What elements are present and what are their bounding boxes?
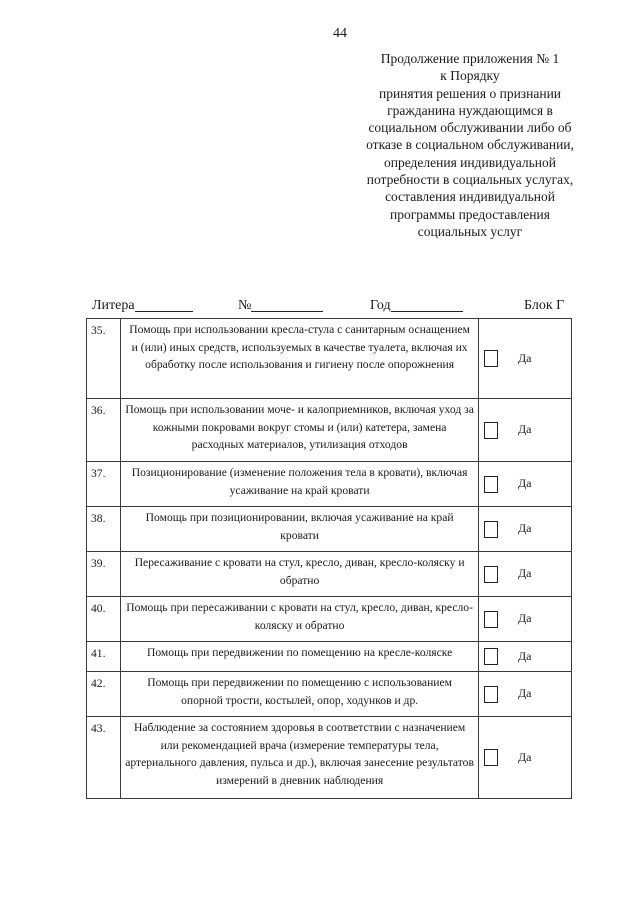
checkbox[interactable] [484,350,498,367]
year-label: Год [370,298,391,313]
answer-cell [479,319,572,399]
number-label: № [238,298,252,313]
answer-cell [479,597,572,642]
row-number: 42. [87,672,121,717]
appendix-line: составления индивидуальной [385,189,555,205]
service-description: Помощь при использовании моче- и калоприемников, включая уход за кожными покровами вокруг стомы и (или) катетера, замена расходных материалов, утилизация отходов [121,399,479,462]
appendix-line: социальных услуг [417,223,523,239]
answer-option [480,749,570,767]
year-blank[interactable] [391,298,463,312]
answer-cell [479,717,572,799]
table-row [87,597,572,642]
answer-option [480,565,570,583]
answer-cell [479,672,572,717]
table-row [87,717,572,799]
appendix-line: к Порядку [440,68,500,84]
appendix-line: Продолжение приложения № 1 [380,51,560,66]
answer-option [480,475,570,493]
yes-label: Да [518,686,532,701]
service-description: Помощь при передвижении по помещению на кресле-коляске [121,642,479,672]
row-number: 43. [87,717,121,799]
table-row [87,399,572,462]
row-number: 40. [87,597,121,642]
answer-option [480,685,570,703]
answer-option [480,520,570,538]
answer-cell [479,462,572,507]
litera-field[interactable] [92,298,135,314]
page-number: 44 [333,26,347,41]
checkbox[interactable] [484,686,498,703]
yes-label: Да [518,648,532,663]
yes-label: Да [518,476,532,491]
litera-blank[interactable] [135,298,193,312]
services-table [86,318,572,799]
answer-cell [479,507,572,552]
yes-label: Да [518,422,532,437]
year-field[interactable] [370,298,391,314]
row-number: 37. [87,462,121,507]
checkbox[interactable] [484,566,498,583]
answer-cell [479,399,572,462]
appendix-line: социальном обслуживании либо об [368,120,572,136]
service-description: Наблюдение за состоянием здоровья в соответствии с назначением или рекомендацией врача (измерение температуры тела, артериального давления, пульса и др.), включая занесение результатов измерений в дневник наблюдения [121,717,479,799]
service-description: Помощь при использовании кресла-стула с санитарным оснащением и (или) иных средств, используемых в качестве туалета, включая их обработку после использования и гигиену после опорожнения [121,319,479,399]
answer-option [480,610,570,628]
table-row [87,462,572,507]
appendix-heading [330,50,610,240]
row-number: 39. [87,552,121,597]
form-header [92,298,570,316]
checkbox[interactable] [484,521,498,538]
checkbox[interactable] [484,749,498,766]
litera-label: Литера [92,298,135,313]
checkbox[interactable] [484,476,498,493]
yes-label: Да [518,566,532,581]
answer-cell [479,642,572,672]
table-row [87,507,572,552]
appendix-line: определения индивидуальной [384,154,556,170]
answer-option [480,421,570,439]
row-number: 35. [87,319,121,399]
service-description: Помощь при пересаживании с кровати на стул, кресло, диван, кресло-коляску и обратно [121,597,479,642]
yes-label: Да [518,521,532,536]
table-row [87,672,572,717]
answer-option [480,648,570,666]
yes-label: Да [518,749,532,764]
yes-label: Да [518,350,532,365]
row-number: 38. [87,507,121,552]
service-description: Пересаживание с кровати на стул, кресло, диван, кресло-коляску и обратно [121,552,479,597]
checkbox[interactable] [484,611,498,628]
answer-cell [479,552,572,597]
number-field[interactable] [238,298,251,314]
yes-label: Да [518,611,532,626]
block-label: Блок Г [524,298,565,313]
service-description: Помощь при передвижении по помещению с использованием опорной трости, костылей, опор, ходунков и др. [121,672,479,717]
table-row [87,552,572,597]
table-row [87,319,572,399]
appendix-line: потребности в социальных услугах, [366,172,574,188]
answer-option [480,350,570,368]
checkbox[interactable] [484,422,498,439]
appendix-line: гражданина нуждающимся в [387,102,553,118]
appendix-line: принятия решения о признании [378,85,562,101]
row-number: 41. [87,642,121,672]
number-blank[interactable] [251,298,323,312]
table-row [87,642,572,672]
service-description: Позиционирование (изменение положения тела в кровати), включая усаживание на край кровати [121,462,479,507]
appendix-line: программы предоставления [390,206,550,222]
checkbox[interactable] [484,648,498,665]
service-description: Помощь при позиционировании, включая усаживание на край кровати [121,507,479,552]
appendix-line: отказе в социальном обслуживании, [366,137,574,153]
row-number: 36. [87,399,121,462]
